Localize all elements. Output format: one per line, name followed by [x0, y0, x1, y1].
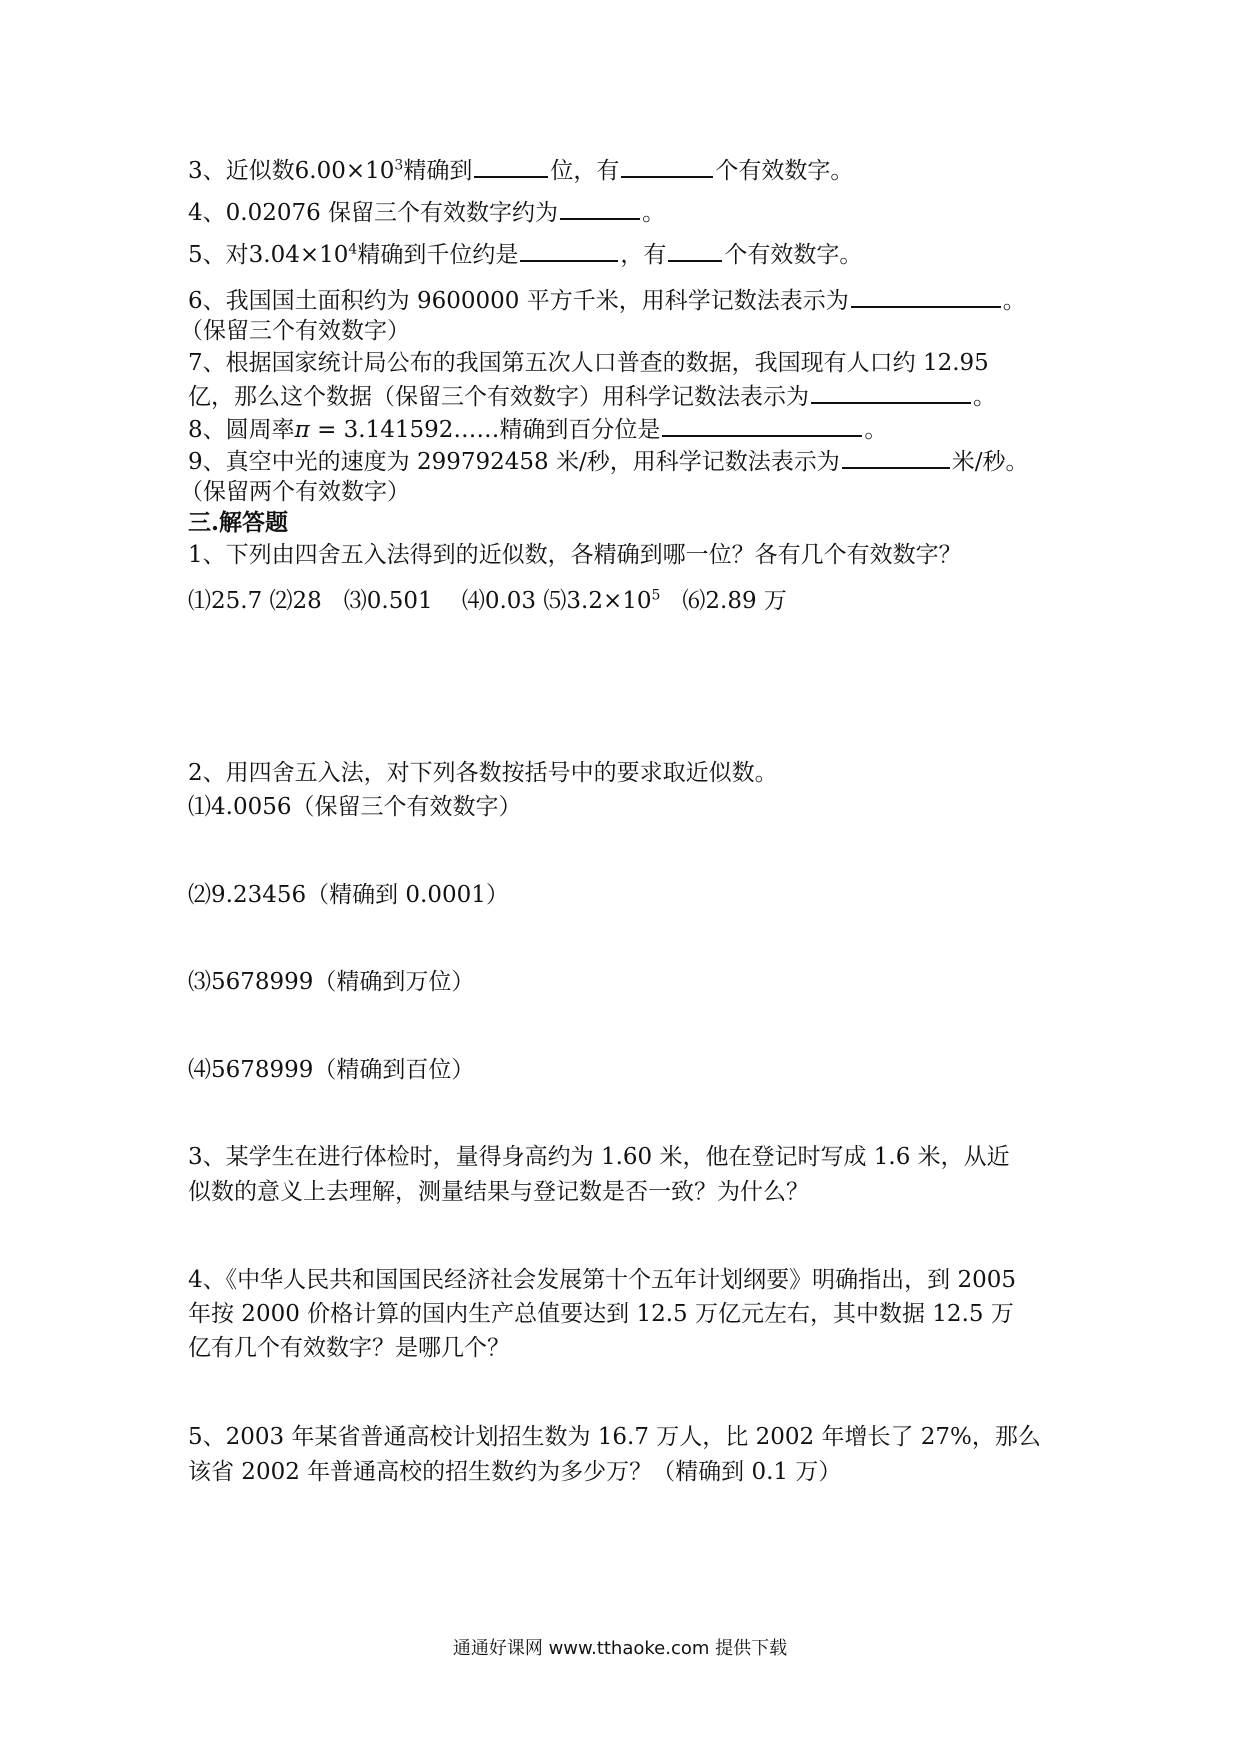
answer-q1-text: 1、下列由四舍五入法得到的近似数，各精确到哪一位？各有几个有效数字？: [188, 542, 962, 568]
answer-q3-line2: 似数的意义上去理解，测量结果与登记数是否一致？为什么？: [188, 1179, 809, 1205]
answer-blank[interactable]: [560, 194, 640, 220]
answer-blank[interactable]: [851, 282, 1001, 308]
section-title: 三.解答题: [188, 509, 289, 536]
fill-q6-line2: （保留三个有效数字）: [180, 318, 410, 344]
answer-q4-line2: 年按 2000 价格计算的国内生产总值要达到 12.5 万亿元左右，其中数据 12.5 万: [188, 1301, 1014, 1327]
answer-q4-line3: 亿有几个有效数字？是哪几个？: [188, 1335, 510, 1361]
answer-q1-items: ⑴25.7 ⑵28 ⑶0.501 ⑷0.03 $⑸3.2\times 10^5$ ⑹2.89 万: [188, 587, 787, 614]
fill-q4: 4、0.02076 保留三个有效数字约为 。: [188, 194, 1068, 230]
answer-blank[interactable]: [474, 152, 548, 178]
answer-q5-line1: 5、2003 年某省普通高校计划招生数为 16.7 万人，比 2002 年增长了 27%，那么: [188, 1424, 1041, 1450]
fill-q7-line2: 亿，那么这个数据（保留三个有效数字）用科学记数法表示为 。: [188, 378, 1068, 414]
answer-q4-line1: 4、《中华人民共和国国民经济社会发展第十个五年计划纲要》明确指出，到 2005: [188, 1267, 1016, 1293]
fill-q9-line2: （保留两个有效数字）: [180, 479, 410, 505]
fill-q3: 3、近似数$6.00\times 10^3$精确到 位，有 个有效数字。: [188, 152, 1068, 188]
fill-q8: 8、圆周率π = 3.141592……精确到百分位是 。: [188, 411, 1068, 447]
answer-blank[interactable]: [842, 443, 950, 469]
answer-blank[interactable]: [811, 378, 971, 404]
fill-q6-line1: 6、我国国土面积约为 9600000 平方千米，用科学记数法表示为 。: [188, 282, 1068, 318]
footer-text: 通通好课网 www.tthaoke.com 提供下载: [452, 1638, 788, 1659]
fill-q5: 5、对$3.04\times 10^4$精确到千位约是 ，有 个有效数字。: [188, 236, 1068, 272]
answer-q3-line1: 3、某学生在进行体检时，量得身高约为 1.60 米，他在登记时写成 1.6 米，从近: [188, 1144, 1010, 1170]
answer-blank[interactable]: [668, 236, 722, 262]
fill-q9-line1: 9、真空中光的速度为 299792458 米/秒，用科学记数法表示为 米/秒。: [188, 443, 1068, 479]
fill-q7-line1: 7、根据国家统计局公布的我国第五次人口普查的数据，我国现有人口约 12.95: [188, 350, 989, 376]
answer-blank[interactable]: [621, 152, 713, 178]
answer-q2-item: ⑶5678999（精确到万位）: [188, 969, 475, 995]
answer-blank[interactable]: [520, 236, 618, 262]
answer-q2-item: ⑴4.0056（保留三个有效数字）: [188, 794, 522, 820]
answer-blank[interactable]: [662, 411, 862, 437]
answer-q2-item: ⑵9.23456（精确到 0.0001）: [188, 882, 509, 908]
answer-q5-line2: 该省 2002 年普通高校的招生数约为多少万？（精确到 0.1 万）: [188, 1459, 842, 1485]
answer-q2-item: ⑷5678999（精确到百位）: [188, 1057, 475, 1083]
answer-q2-text: 2、用四舍五入法，对下列各数按括号中的要求取近似数。: [188, 760, 778, 786]
